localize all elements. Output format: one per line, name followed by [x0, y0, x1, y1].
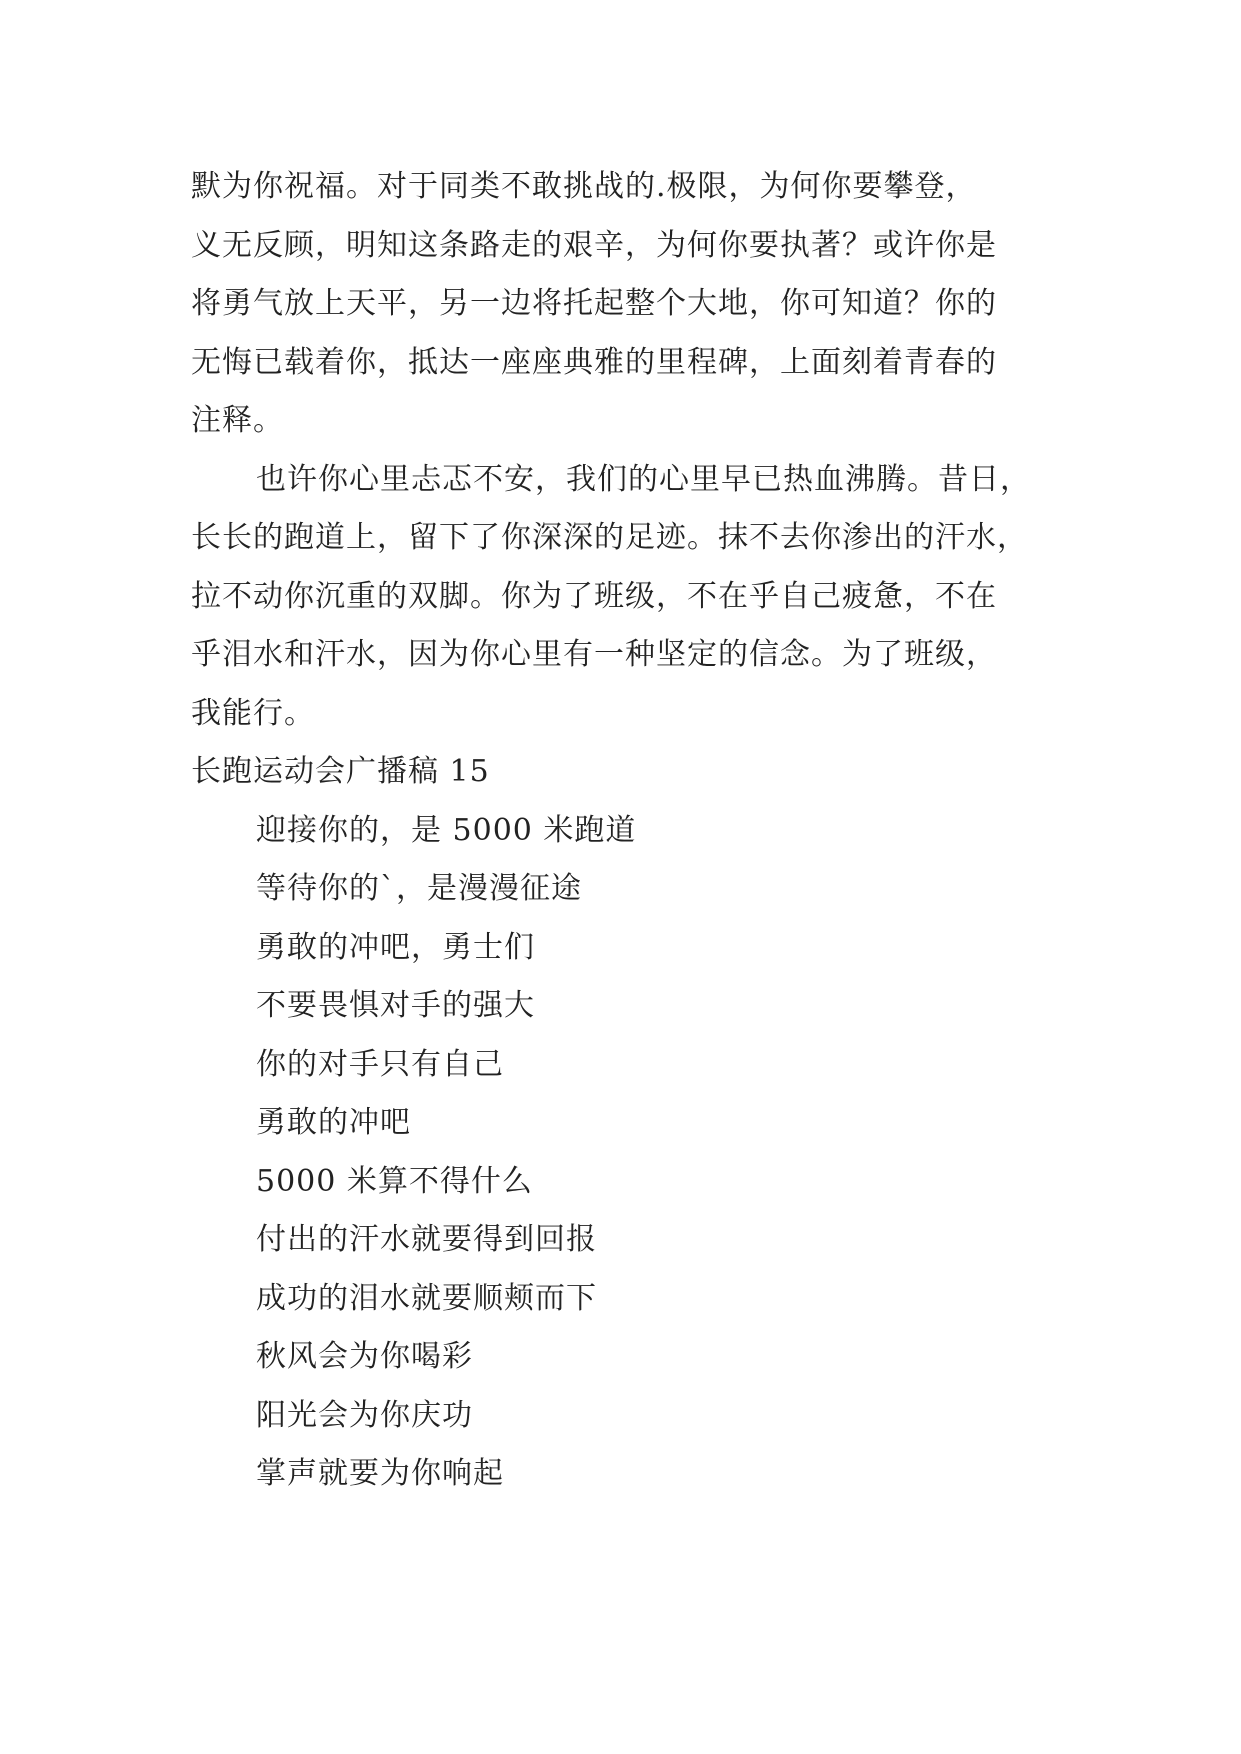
poem-line-8: 付出的汗水就要得到回报	[256, 1222, 597, 1257]
poem-line-4: 不要畏惧对手的强大	[256, 988, 535, 1023]
poem-line-5: 你的对手只有自己	[256, 1047, 504, 1082]
paragraph-2-line-2: 长长的跑道上，留下了你深深的足迹。抹不去你渗出的汗水，	[191, 520, 1028, 555]
paragraph-2-line-5: 我能行。	[191, 696, 315, 731]
poem-line-9: 成功的泪水就要顺颊而下	[256, 1281, 597, 1316]
paragraph-1-line-5: 注释。	[191, 403, 284, 438]
poem-line-2: 等待你的`，是漫漫征途	[256, 871, 582, 906]
poem-line-12: 掌声就要为你响起	[256, 1456, 504, 1491]
poem-line-10: 秋风会为你喝彩	[256, 1339, 473, 1374]
paragraph-2-line-3: 拉不动你沉重的双脚。你为了班级，不在乎自己疲惫，不在	[191, 579, 997, 614]
section-title: 长跑运动会广播稿 15	[191, 754, 490, 789]
poem-line-3: 勇敢的冲吧，勇士们	[256, 930, 535, 965]
paragraph-1-line-2: 义无反顾，明知这条路走的艰辛，为何你要执著？或许你是	[191, 228, 997, 263]
paragraph-2-line-1: 也许你心里忐忑不安，我们的心里早已热血沸腾。昔日，	[256, 462, 1031, 497]
paragraph-1-line-1: 默为你祝福。对于同类不敢挑战的.极限，为何你要攀登，	[191, 169, 977, 204]
poem-line-1: 迎接你的，是 5000 米跑道	[256, 813, 637, 848]
paragraph-1-line-4: 无悔已载着你，抵达一座座典雅的里程碑，上面刻着青春的	[191, 345, 997, 380]
poem-line-11: 阳光会为你庆功	[256, 1398, 473, 1433]
poem-line-7: 5000 米算不得什么	[256, 1164, 533, 1199]
paragraph-2-line-4: 乎泪水和汗水，因为你心里有一种坚定的信念。为了班级，	[191, 637, 997, 672]
paragraph-1-line-3: 将勇气放上天平，另一边将托起整个大地，你可知道？你的	[191, 286, 997, 321]
poem-line-6: 勇敢的冲吧	[256, 1105, 411, 1140]
